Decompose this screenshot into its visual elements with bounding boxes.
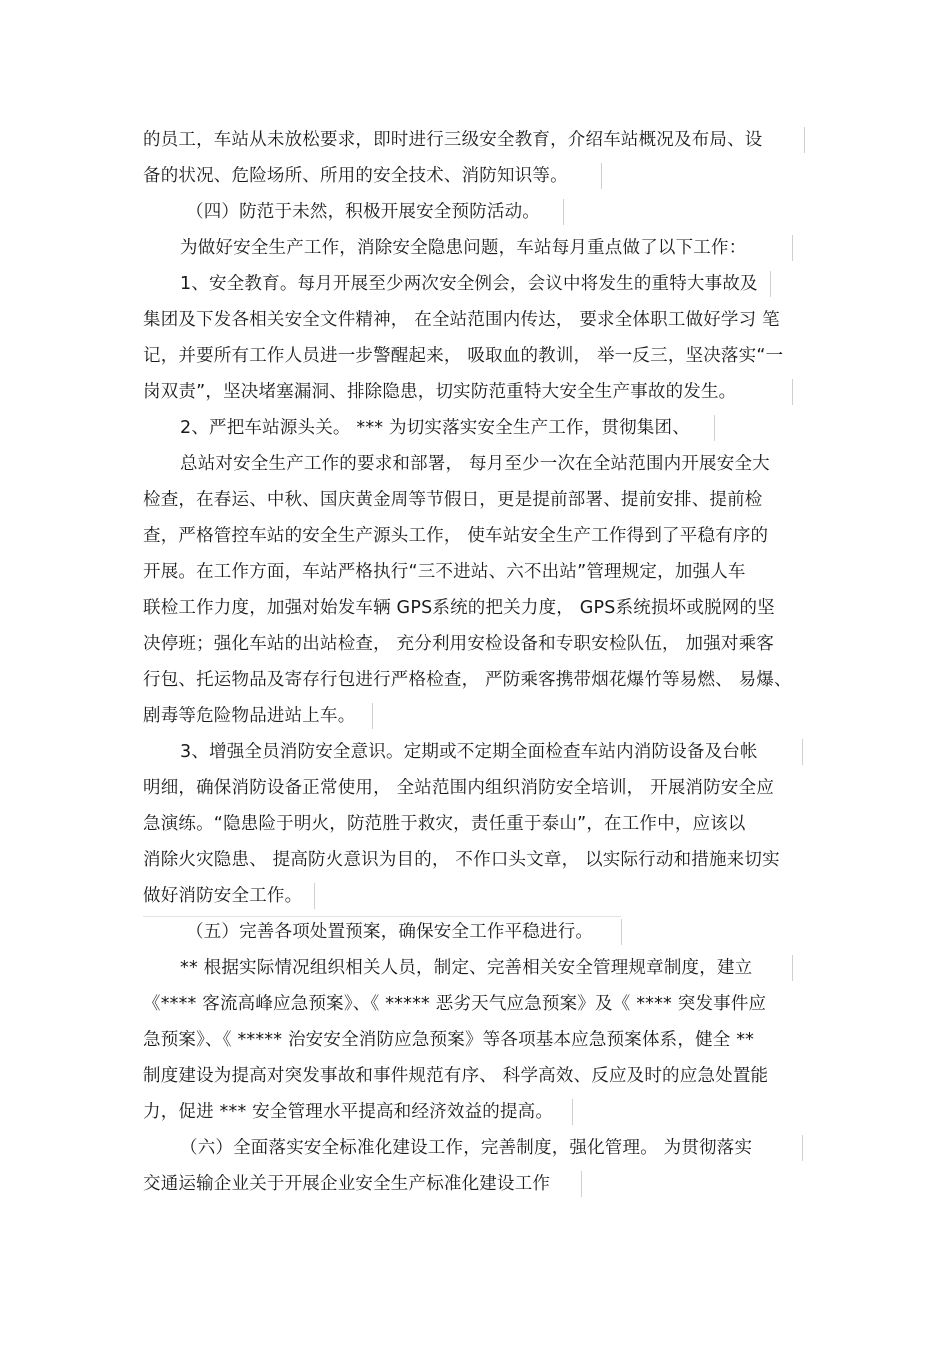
text-line: 的员工，车站从未放松要求，即时进行三级安全教育，介绍车站概况及布局、设 — [143, 130, 763, 150]
text-line: 岗双责”，坚决堵塞漏洞、排除隐患，切实防范重特大安全生产事故的发生。 — [143, 382, 737, 402]
text-line: 3、增强全员消防安全意识。定期或不定期全面检查车站内消防设备及台帐 — [180, 742, 758, 762]
text-line: 查，严格管控车站的安全生产源头工作， 使车站安全生产工作得到了平稳有序的 — [143, 526, 769, 546]
text-line: 1、安全教育。每月开展至少两次安全例会，会议中将发生的重特大事故及 — [180, 274, 758, 294]
line-end-marker — [581, 1171, 582, 1197]
line-end-marker — [314, 883, 315, 909]
line-end-marker — [802, 739, 803, 765]
text-line: 为做好安全生产工作，消除安全隐患问题，车站每月重点做了以下工作： — [180, 238, 747, 258]
line-end-marker — [621, 919, 622, 945]
text-line: 消除火灾隐患、 提高防火意识为目的， 不作口头文章， 以实际行动和措施来切实 — [143, 850, 780, 870]
text-line: 联检工作力度，加强对始发车辆 GPS系统的把关力度， GPS系统损坏或脱网的坚 — [143, 598, 775, 618]
line-end-marker — [804, 127, 805, 153]
line-end-marker — [563, 199, 564, 225]
text-line: 《**** 客流高峰应急预案》、《 ***** 恶劣天气应急预案》及《 **** 突发事件应 — [143, 994, 767, 1014]
text-line: 总站对安全生产工作的要求和部署， 每月至少一次在全站范围内开展安全大 — [180, 454, 770, 474]
text-line: ** 根据实际情况组织相关人员，制定、完善相关安全管理规章制度，建立 — [180, 958, 753, 978]
text-line: 制度建设为提高对突发事故和事件规范有序、 科学高效、反应及时的应急处置能 — [143, 1066, 769, 1086]
text-line: 开展。在工作方面，车站严格执行“三不进站、六不出站”管理规定，加强人车 — [143, 562, 746, 582]
text-line: 做好消防安全工作。 — [143, 886, 303, 906]
line-end-marker — [792, 955, 793, 981]
line-end-marker — [792, 379, 793, 405]
line-end-marker — [372, 703, 373, 729]
line-end-marker — [792, 235, 793, 261]
text-line: 急预案》、《 ***** 治安安全消防应急预案》等各项基本应急预案体系，健全 ** — [143, 1030, 755, 1050]
text-line: 检查，在春运、中秋、国庆黄金周等节假日，更是提前部署、提前安排、提前检 — [143, 490, 763, 510]
line-end-marker — [802, 1135, 803, 1161]
text-line: 2、严把车站源头关。 *** 为切实落实安全生产工作，贯彻集团、 — [180, 418, 690, 438]
line-end-marker — [601, 163, 602, 189]
text-line: 明细，确保消防设备正常使用， 全站范围内组织消防安全培训， 开展消防安全应 — [143, 778, 775, 798]
section-heading: （四）防范于未然，积极开展安全预防活动。 — [186, 202, 540, 222]
section-heading: （六）全面落实安全标准化建设工作，完善制度，强化管理。 为贯彻落实 — [180, 1138, 753, 1158]
text-line: 剧毒等危险物品进站上车。 — [143, 706, 356, 726]
line-end-marker — [572, 1099, 573, 1125]
text-line: 行包、托运物品及寄存行包进行严格检查， 严防乘客携带烟花爆竹等易燃、 易爆、 — [143, 670, 792, 690]
text-line: 集团及下发各相关安全文件精神， 在全站范围内传达， 要求全体职工做好学习 笔 — [143, 310, 780, 330]
text-line: 决停班；强化车站的出站检查， 充分利用安检设备和专职安检队伍， 加强对乘客 — [143, 634, 775, 654]
line-end-marker — [714, 415, 715, 441]
text-line: 记，并要所有工作人员进一步警醒起来， 吸取血的教训， 举一反三，坚决落实“一 — [143, 346, 784, 366]
line-end-marker — [770, 271, 771, 297]
text-line: 交通运输企业关于开展企业安全生产标准化建设工作 — [143, 1174, 551, 1194]
section-heading: （五）完善各项处置预案，确保安全工作平稳进行。 — [186, 922, 594, 942]
text-line: 备的状况、危险场所、所用的安全技术、消防知识等。 — [143, 166, 568, 186]
text-line: 急演练。“隐患险于明火，防范胜于救灾，责任重于泰山”，在工作中，应该以 — [143, 814, 746, 834]
text-line: 力，促进 *** 安全管理水平提高和经济效益的提高。 — [143, 1102, 554, 1122]
